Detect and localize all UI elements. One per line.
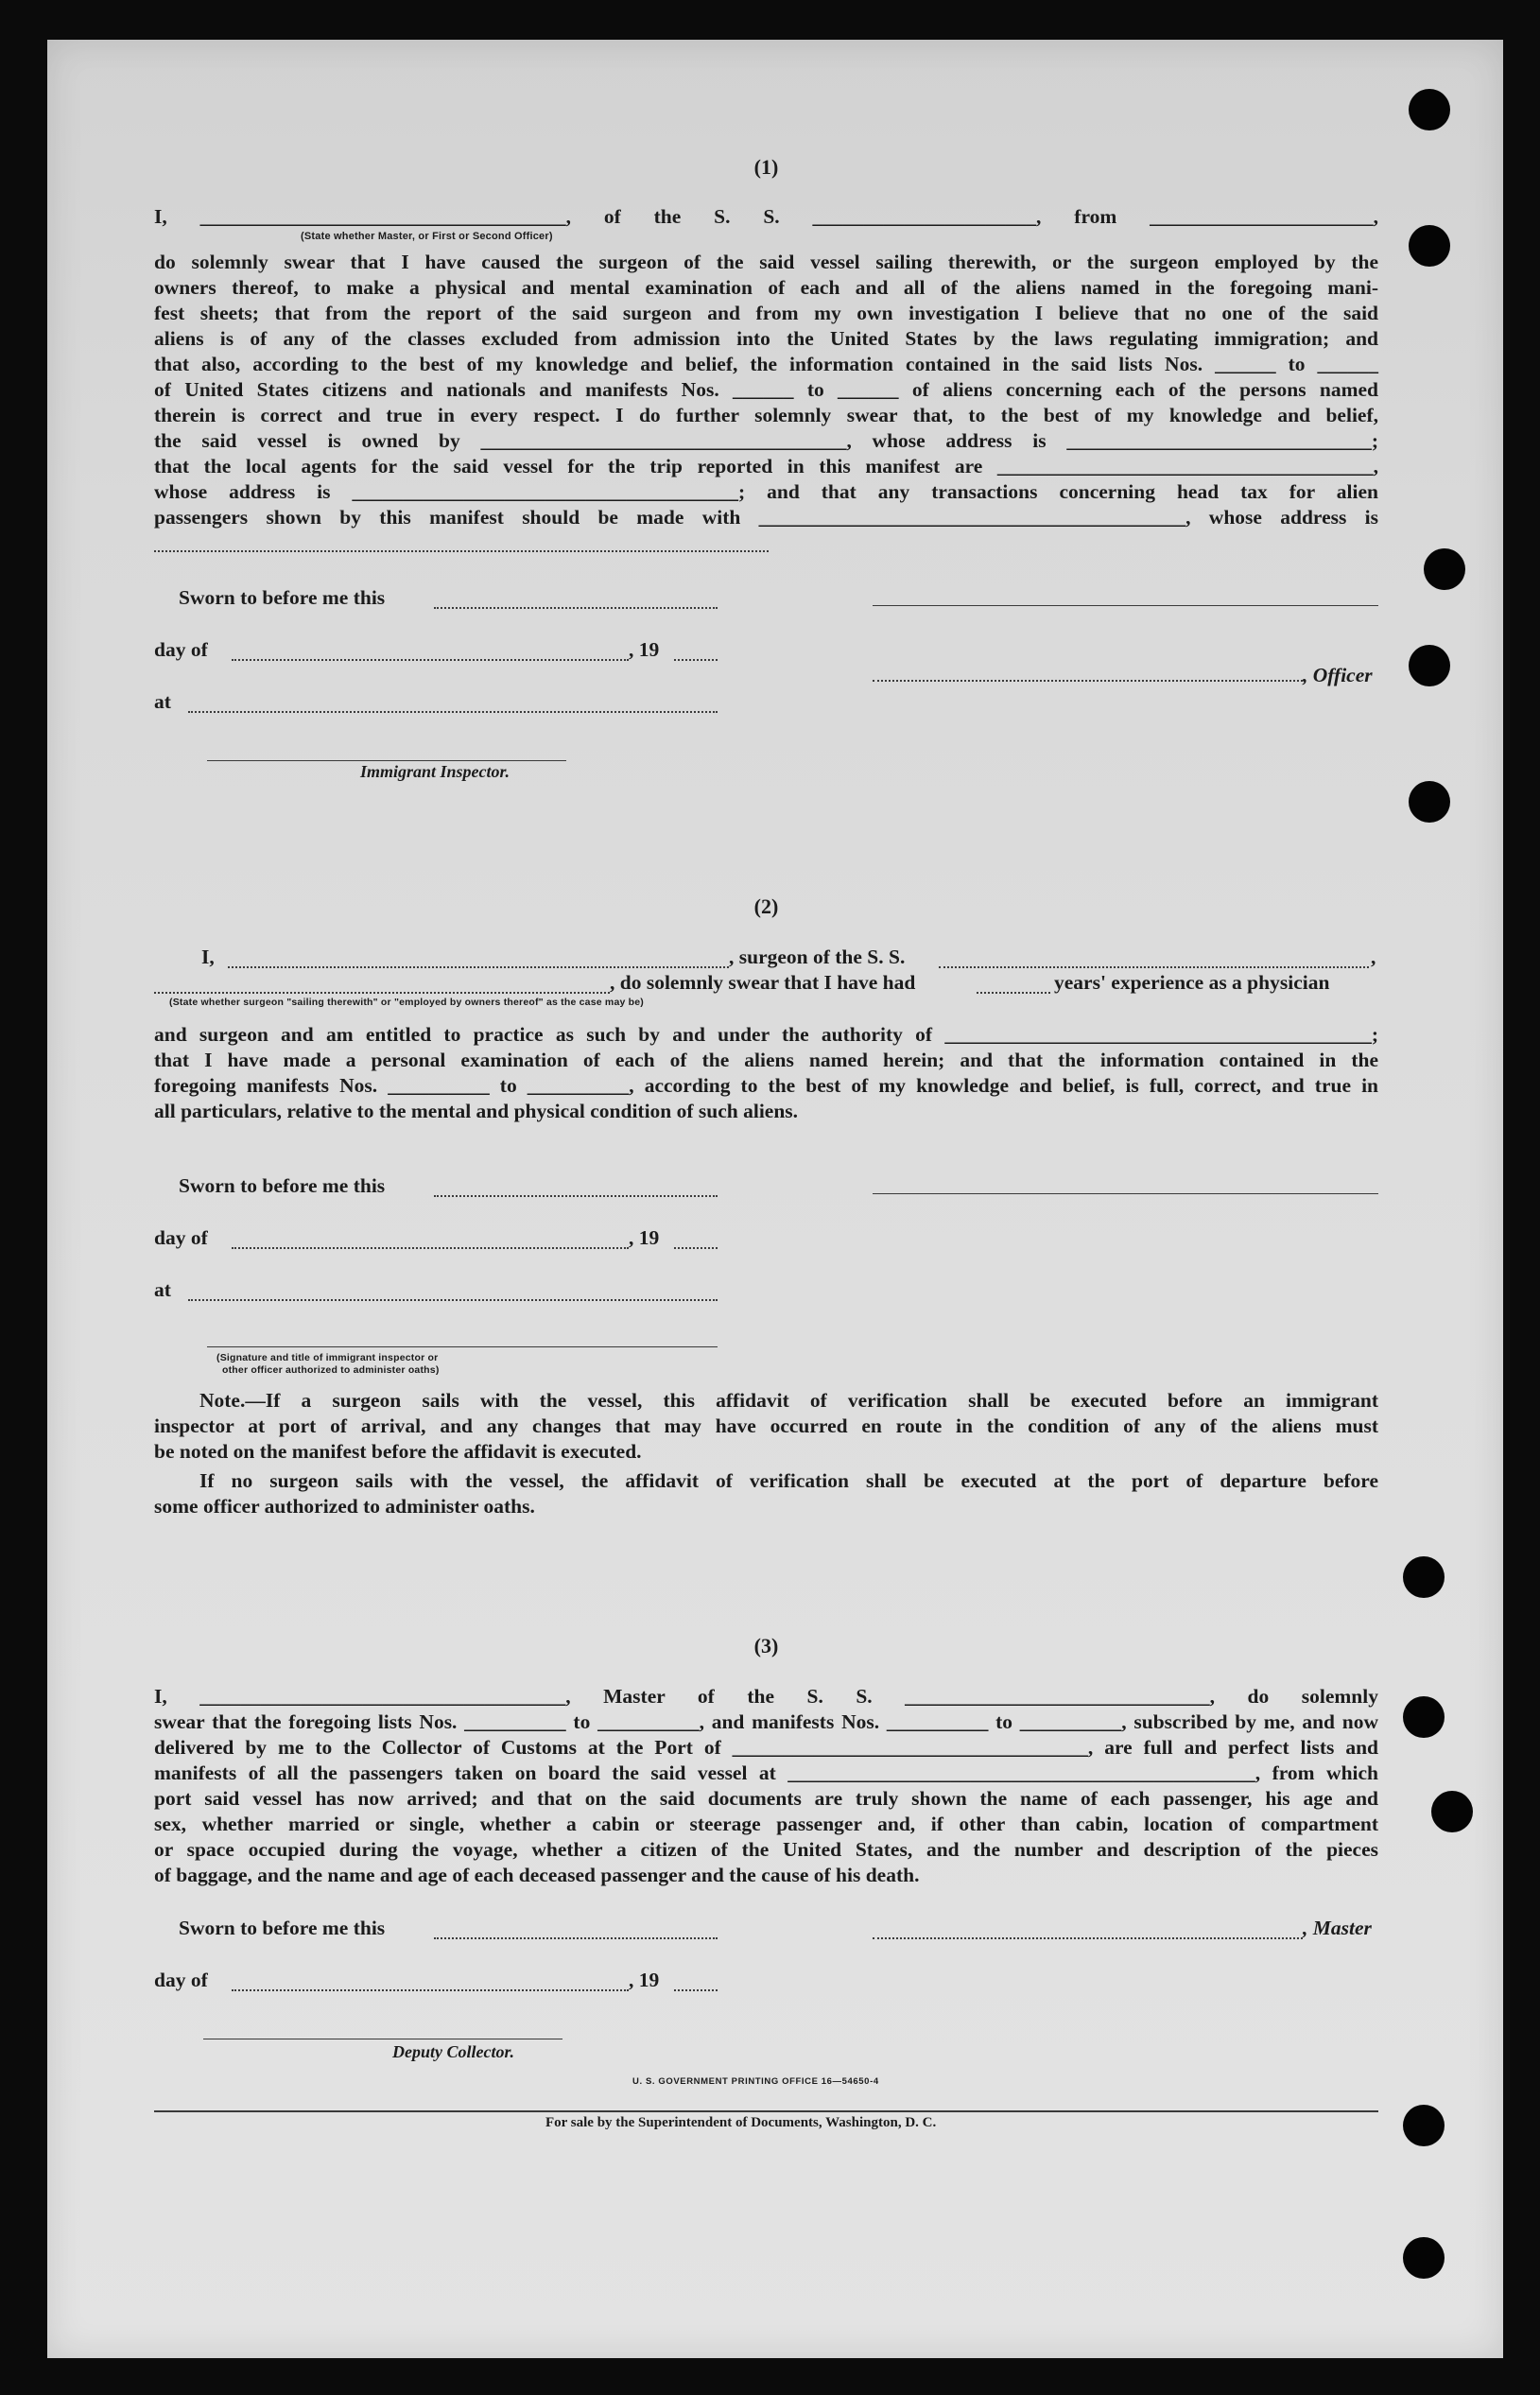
section-2-line: all particulars, relative to the mental and physical condition of such aliens.: [154, 1100, 799, 1122]
sworn-blank: [434, 1195, 718, 1197]
footer-rule: [154, 2110, 1378, 2112]
note-line: If no surgeon sails with the vessel, the affidavit of verification shall be executed at the port of departure before: [199, 1469, 1378, 1492]
at-label: at: [154, 690, 171, 713]
inspector-label: Immigrant Inspector.: [360, 762, 510, 781]
section-3-line: sex, whether married or single, whether a cabin or steerage passenger and, if other than cabin, location of compartment: [154, 1813, 1378, 1835]
inspector-signature-line: [207, 1346, 718, 1347]
master-blank: [873, 1937, 1303, 1939]
sworn-blank: [434, 1937, 718, 1939]
section-3-number: (3): [753, 1634, 779, 1657]
section-1-line: that the local agents for the said vessel for the trip reported in this manifest are _____________________________________,: [154, 455, 1378, 477]
year-label: , 19: [629, 1226, 660, 1249]
punch-hole: [1424, 548, 1465, 590]
section-2-surgeon-of: , surgeon of the S. S.: [729, 946, 906, 968]
section-1-line: do solemnly swear that I have caused the surgeon of the said vessel sailing therewith, or the surgeon employed by the: [154, 251, 1378, 273]
section-2-caption: (State whether surgeon "sailing therewith" or "employed by owners thereof" as the case may be): [169, 997, 644, 1008]
sworn-blank: [434, 607, 718, 609]
sworn-label: Sworn to before me this: [179, 1174, 386, 1197]
section-1-line: the said vessel is owned by ____________________________________, whose address is ______________________________;: [154, 429, 1378, 452]
section-2-line: and surgeon and am entitled to practice as such by and under the authority of __________________________________________;: [154, 1023, 1378, 1046]
sworn-label: Sworn to before me this: [179, 586, 386, 609]
section-1-line: of United States citizens and nationals and manifests Nos. ______ to ______ of aliens concerning each of the persons named: [154, 378, 1378, 401]
address-blank: [154, 550, 769, 552]
note-line: inspector at port of arrival, and any changes that may have occurred en route in the condition of any of the aliens must: [154, 1414, 1378, 1437]
signature-caption: other officer authorized to administer oaths): [222, 1364, 440, 1376]
section-2-years: years' experience as a physician: [1054, 971, 1330, 994]
section-3-line: or space occupied during the voyage, whether a citizen of the United States, and the number and description of the pieces: [154, 1838, 1378, 1861]
section-1-line: aliens is of any of the classes excluded from admission into the United States by the laws regulating immigration; and: [154, 327, 1378, 350]
punch-hole: [1403, 1696, 1445, 1738]
day-blank: [232, 1989, 629, 1991]
signature-caption: (Signature and title of immigrant inspector or: [216, 1352, 439, 1363]
section-2-line: foregoing manifests Nos. __________ to __________, according to the best of my knowledge and belief, is full, correct, and true in: [154, 1074, 1378, 1097]
years-blank: [977, 992, 1050, 994]
section-1-number: (1): [753, 155, 779, 179]
section-2-i: I,: [201, 946, 215, 968]
section-1-line: owners thereof, to make a physical and mental examination of each and all of the aliens named in the foregoing mani-: [154, 276, 1378, 299]
section-1-line: passengers shown by this manifest should be made with __________________________________________, whose address is: [154, 506, 1378, 529]
section-3-line: delivered by me to the Collector of Customs at the Port of ___________________________________, are full and perfect lists and: [154, 1736, 1378, 1759]
note-line: [199, 1388, 1378, 1414]
section-1-line: that also, according to the best of my knowledge and belief, the information contained in the said lists Nos. ______ to ______: [154, 353, 1378, 375]
section-1-caption: (State whether Master, or First or Second Officer): [301, 231, 553, 242]
year-label: , 19: [629, 1969, 660, 1991]
section-3-line: port said vessel has now arrived; and that on the said documents are truly shown the name of each passenger, his age and: [154, 1787, 1378, 1810]
section-3-line: of baggage, and the name and age of each deceased passenger and the cause of his death.: [154, 1864, 920, 1886]
at-blank: [188, 711, 718, 713]
punch-hole: [1403, 2105, 1445, 2146]
sworn-label: Sworn to before me this: [179, 1917, 386, 1939]
collector-label: Deputy Collector.: [392, 2042, 514, 2061]
note-line: some officer authorized to administer oaths.: [154, 1495, 535, 1518]
year-blank: [674, 1247, 718, 1249]
officer-label: , Officer: [1303, 664, 1373, 686]
day-blank: [232, 659, 629, 661]
section-3-line: swear that the foregoing lists Nos. __________ to __________, and manifests Nos. __________ to __________, subscribed by me, and now: [154, 1710, 1378, 1733]
punch-hole: [1409, 645, 1450, 686]
officer-blank: [873, 680, 1303, 682]
printer-imprint: U. S. GOVERNMENT PRINTING OFFICE 16—54650-4: [632, 2076, 879, 2087]
section-1-line: I, ____________________________________, of the S. S. ______________________, from ______________________,: [154, 205, 1378, 228]
inspector-signature-line: [207, 760, 566, 761]
signature-line: [873, 605, 1378, 606]
footer-text: For sale by the Superintendent of Documents, Washington, D. C.: [545, 2115, 937, 2130]
year-label: , 19: [629, 638, 660, 661]
punch-hole: [1409, 781, 1450, 823]
at-label: at: [154, 1278, 171, 1301]
punch-hole: [1431, 1791, 1473, 1832]
day-of-label: day of: [154, 1226, 208, 1249]
punch-hole: [1403, 1556, 1445, 1598]
punch-hole: [1403, 2237, 1445, 2279]
note-text: Note.—If a surgeon sails with the vessel, this affidavit of verification shall be executed before an immigrant: [199, 1389, 1378, 1412]
master-label: , Master: [1303, 1917, 1372, 1939]
section-1-line: fest sheets; that from the report of the said surgeon and from my own investigation I believe that no one of the said: [154, 302, 1378, 324]
signature-line: [873, 1193, 1378, 1194]
section-2-swear: , do solemnly swear that I have had: [610, 971, 916, 994]
section-3-line: manifests of all the passengers taken on board the said vessel at ______________________________________________, from which: [154, 1762, 1378, 1784]
day-of-label: day of: [154, 1969, 208, 1991]
punch-hole: [1409, 89, 1450, 130]
surgeon-name-blank: [228, 966, 729, 968]
section-3-line: I, ____________________________________, Master of the S. S. ______________________________, do solemnly: [154, 1685, 1378, 1708]
section-1-line: therein is correct and true in every respect. I do further solemnly swear that, to the best of my knowledge and belief,: [154, 404, 1378, 426]
day-of-label: day of: [154, 638, 208, 661]
day-blank: [232, 1247, 629, 1249]
surgeon-type-blank: [154, 992, 610, 994]
year-blank: [674, 659, 718, 661]
section-2-number: (2): [753, 894, 779, 918]
section-2-comma: ,: [1371, 946, 1376, 968]
at-blank: [188, 1299, 718, 1301]
section-1-line: whose address is ______________________________________; and that any transactions concerning head tax for alien: [154, 480, 1378, 503]
note-line: be noted on the manifest before the affidavit is executed.: [154, 1440, 642, 1463]
section-2-line: that I have made a personal examination of each of the aliens named herein; and that the information contained in the: [154, 1049, 1378, 1071]
punch-hole: [1409, 225, 1450, 267]
year-blank: [674, 1989, 718, 1991]
ship-name-blank: [939, 966, 1369, 968]
